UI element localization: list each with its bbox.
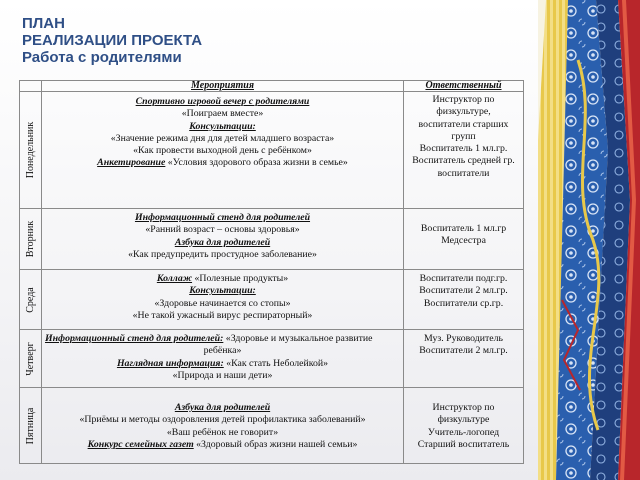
responsible-cell: [404, 388, 524, 464]
event-line: Азбука для родителей: [174, 402, 271, 413]
header-events: Мероприятия: [42, 81, 404, 92]
day-label: Среда: [24, 286, 36, 313]
day-cell: [20, 330, 42, 388]
responsible-line: групп: [451, 130, 476, 142]
responsible-cell: [404, 270, 524, 330]
responsible-line: Старший воспитатель: [417, 438, 510, 450]
day-label: Понедельник: [24, 121, 36, 179]
ribbon-art: [538, 0, 640, 480]
day-cell: [20, 270, 42, 330]
responsible-line: физкультуре,: [436, 106, 491, 118]
event-line: Наглядная информация: «Как стать Неболейкой»: [116, 357, 329, 369]
responsible-line: Воспитатели 2 мл.гр.: [419, 345, 508, 357]
heading-line-2: РЕАЛИЗАЦИИ ПРОЕКТА: [22, 32, 203, 49]
responsible-line: физкультуре: [437, 414, 490, 426]
day-cell: [20, 209, 42, 270]
event-line: Конкурс семейных газет «Здоровый образ жизни нашей семьи»: [87, 438, 358, 450]
event-line: Азбука для родителей: [174, 236, 271, 248]
day-label: Пятница: [24, 407, 36, 444]
event-line: ребёнка»: [203, 345, 242, 357]
event-line: «Как предупредить простудное заболевание»: [128, 248, 317, 260]
responsible-line: Воспитатель средней гр.: [412, 155, 515, 167]
events-cell: [42, 330, 404, 388]
event-line: Информационный стенд для родителей: [134, 212, 311, 223]
event-line: Спортивно игровой вечер с родителями: [135, 96, 310, 107]
responsible-cell: [404, 209, 524, 270]
heading-line-1: ПЛАН: [22, 15, 65, 32]
responsible-line: воспитатели старших: [418, 118, 509, 130]
table-row: [20, 388, 524, 464]
responsible-line: Воспитатели ср.гр.: [423, 297, 504, 309]
event-line: «Не такой ужасный вирус респираторный»: [132, 309, 313, 321]
responsible-line: Воспитатели подг.гр.: [419, 273, 508, 284]
event-line: Анкетирование «Условия здорового образа жизни в семье»: [97, 157, 348, 169]
table-row: [20, 209, 524, 270]
events-cell: [42, 270, 404, 330]
header-responsible: Ответственный: [404, 81, 524, 92]
responsible-line: Воспитатель 1 мл.гр: [420, 223, 507, 234]
events-cell: [42, 388, 404, 464]
responsible-line: Медсестра: [441, 235, 486, 247]
responsible-line: Муз. Руководитель: [423, 333, 504, 344]
responsible-line: Инструктор по: [432, 402, 495, 413]
event-line: «Как провести выходной день с ребёнком»: [133, 145, 312, 157]
floral-ribbon-decoration: [538, 0, 640, 480]
event-line: «Здоровье начинается со стопы»: [154, 297, 291, 309]
responsible-line: Учитель-логопед: [427, 426, 500, 438]
responsible-cell: [404, 330, 524, 388]
responsible-line: Инструктор по: [432, 94, 495, 105]
table-row: [20, 270, 524, 330]
day-label: Четверг: [24, 341, 36, 376]
page-heading: [22, 15, 202, 66]
responsible-line: воспитатели: [437, 167, 490, 179]
event-line: «Значение режима дня для детей младшего возраста»: [110, 132, 335, 144]
responsible-line: Воспитатели 2 мл.гр.: [419, 285, 508, 297]
day-cell: [20, 388, 42, 464]
event-line: «Ранний возраст – основы здоровья»: [145, 224, 300, 236]
events-cell: [42, 92, 404, 209]
event-line: Консультации:: [189, 120, 256, 132]
day-label: Вторник: [24, 220, 36, 258]
event-line: Информационный стенд для родителей: «Здоровье и музыкальное развитие: [45, 333, 373, 344]
event-line: «Природа и наши дети»: [172, 369, 273, 381]
heading-line-3: Работа с родителями: [22, 49, 182, 66]
events-cell: [42, 209, 404, 270]
plan-table: [19, 80, 524, 464]
table-header-row: [20, 81, 524, 92]
day-cell: [20, 92, 42, 209]
table-row: [20, 330, 524, 388]
header-day-cell: [20, 81, 42, 92]
responsible-line: Воспитатель 1 мл.гр.: [419, 143, 508, 155]
event-line: Коллаж «Полезные продукты»: [156, 273, 289, 284]
event-line: «Поиграем вместе»: [181, 108, 264, 120]
event-line: Консультации:: [189, 285, 256, 297]
event-line: «Ваш ребёнок не говорит»: [166, 426, 279, 438]
table-row: [20, 92, 524, 209]
responsible-cell: [404, 92, 524, 209]
event-line: «Приёмы и методы оздоровления детей профилактика заболеваний»: [79, 414, 366, 426]
